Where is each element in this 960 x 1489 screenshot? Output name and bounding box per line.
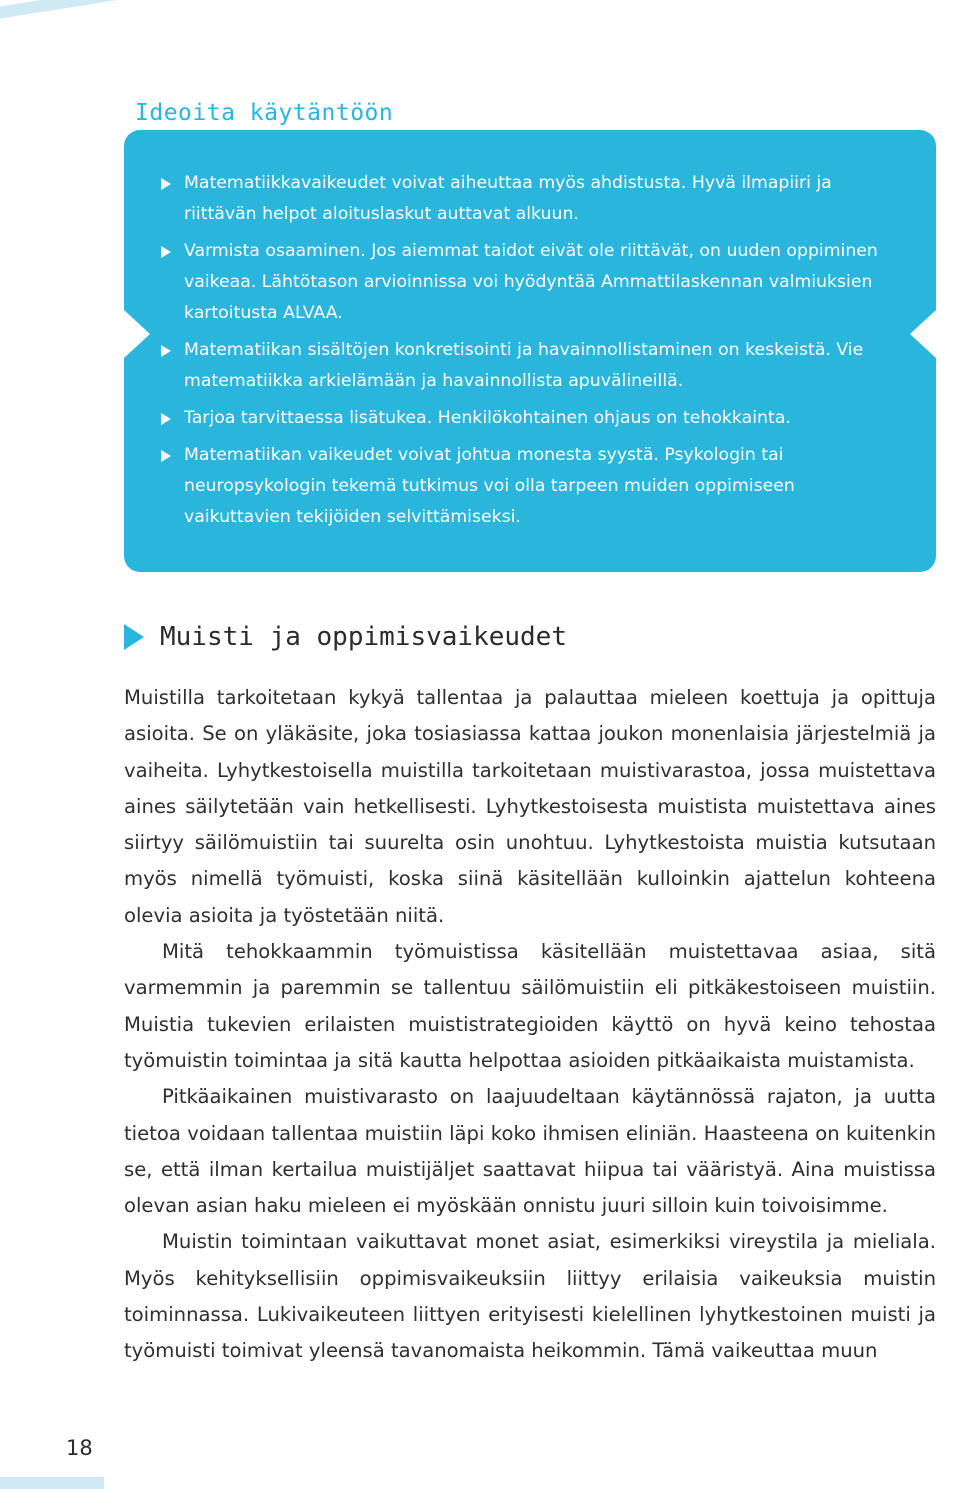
list-item-text: Tarjoa tarvittaessa lisätukea. Henkilökohtainen ohjaus on tehokkainta. [184, 408, 791, 428]
tips-list [160, 168, 900, 539]
paragraph: Muistilla tarkoitetaan kykyä tallentaa ja palauttaa mieleen koettuja ja opittuja asioita. Se on yläkäsite, joka tosiasiassa kattaa joukon monenlaisia järjestelmiä ja vaiheita. Lyhytkestoisella muistilla tarkoitetaan muistivarastoa, jossa muistettava aines säilytetään vain hetkellisesti. Lyhytkestoisesta muistista muistettava aines siirtyy säilömuistiin tai suurelta osin unohtuu. Lyhytkestoista muistia kutsutaan myös nimellä työmuisti, koska siinä käsitellään kulloinkin ajattelun kohteena olevia asioita ja työstetään niitä. [124, 686, 936, 927]
triangle-arrow-icon [124, 624, 144, 650]
page-number: 18 [66, 1436, 93, 1460]
body-text [124, 680, 936, 1370]
list-item [160, 335, 900, 397]
section-heading [124, 622, 567, 652]
list-item-text: Matematiikkavaikeudet voivat aiheuttaa myös ahdistusta. Hyvä ilmapiiri ja riittävän helpot aloituslaskut auttavat alkuun. [184, 173, 832, 224]
paragraph: Muistin toimintaan vaikuttavat monet asiat, esimerkiksi vireystila ja mieliala. Myös kehityksellisiin oppimisvaikeuksiin liittyy erilaisia vaikeuksia muistin toiminnassa. Lukivaikeuteen liittyen erityisesti kielellinen lyhytkestoinen muisti ja työmuisti toimivat yleensä tavanomaista heikommin. Tämä vaikeuttaa muun [124, 1230, 936, 1363]
paragraph: Mitä tehokkaammin työmuistissa käsitellään muistettavaa asiaa, sitä varmemmin ja paremmin se tallentuu säilömuistiin eli pitkäkestoiseen muistiin. Muistia tukevien erilaisten muististrategioiden käyttö on hyvä keino tehostaa työmuistin toimintaa ja sitä kautta helpottaa asioiden pitkäaikaista muistamista. [124, 940, 936, 1072]
section-heading-text: Muisti ja oppimisvaikeudet [160, 622, 567, 652]
triangle-bullet-icon [161, 246, 171, 258]
box-notch-left [124, 310, 150, 358]
list-item [160, 440, 900, 533]
list-item [160, 168, 900, 230]
list-item-text: Matematiikan vaikeudet voivat johtua monesta syystä. Psykologin tai neuropsykologin tekemä tutkimus voi olla tarpeen muiden oppimiseen vaikuttavien tekijöiden selvittämiseksi. [184, 445, 795, 527]
list-item [160, 236, 900, 329]
triangle-bullet-icon [161, 413, 171, 425]
triangle-bullet-icon [161, 450, 171, 462]
triangle-bullet-icon [161, 178, 171, 190]
list-item-text: Matematiikan sisältöjen konkretisointi ja havainnollistaminen on keskeistä. Vie matematiikka arkielämään ja havainnollista apuvälineillä. [184, 340, 864, 391]
box-notch-right [910, 310, 936, 358]
box-title: Ideoita käytäntöön [135, 100, 394, 126]
paragraph: Pitkäaikainen muistivarasto on laajuudeltaan käytännössä rajaton, ja uutta tietoa voidaan tallentaa muistiin läpi koko ihmisen eliniän. Haasteena on kuitenkin se, että ilman kertailua muistijäljet saattavat hiipua tai vääristyä. Aina muistissa olevan asian haku mieleen ei myöskään onnistu juuri silloin kuin toivoisimme. [124, 1085, 936, 1218]
list-item [160, 403, 900, 434]
corner-decoration [0, 0, 120, 20]
list-item-text: Varmista osaaminen. Jos aiemmat taidot eivät ole riittävät, on uuden oppiminen vaikeaa. Lähtötason arvioinnissa voi hyödyntää Ammattilaskennan valmiuksien kartoitusta ALVAA. [184, 241, 878, 323]
page-number-bar [0, 1477, 104, 1489]
triangle-bullet-icon [161, 345, 171, 357]
